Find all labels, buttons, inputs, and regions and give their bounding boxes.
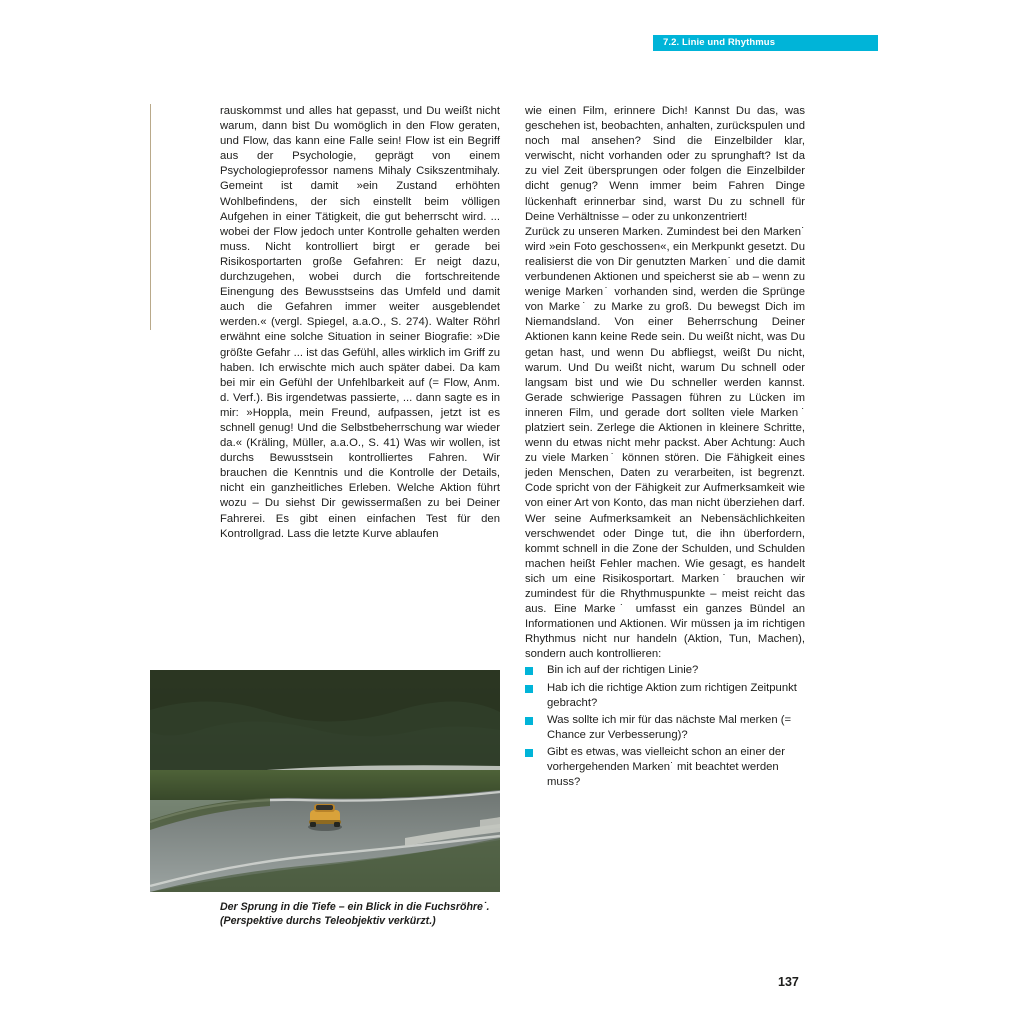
bullet-square-icon bbox=[525, 749, 533, 757]
checklist bbox=[525, 663, 805, 790]
photo-graphic bbox=[150, 670, 500, 892]
list-item-label: Was sollte ich mir für das nächste Mal merken (= Chance zur Verbesserung)? bbox=[547, 713, 792, 741]
bullet-square-icon bbox=[525, 667, 533, 675]
figure-block bbox=[150, 670, 500, 928]
left-paragraph-1: rauskommst und alles hat gepasst, und Du weißt nicht warum, dann bist Du womöglich in den Flow geraten, und Flow, das kann eine Falle sein! Flow ist ein Begriff aus der Psychologie, geprägt von einem Psychologieprofessor namens Mihaly Csikszentmihaly. Gemeint ist damit »ein Zustand erhöhten Wohlbefindens, der sich einstellt beim völligen Aufgehen in einer Tätigkeit, die gut beherrscht wird. ... wobei der Flow jedoch unter Kontrolle gehalten werden muss. Nicht kontrolliert birgt er gerade bei Risikosportarten große Gefahren: Er neigt dazu, durchzugehen, wobei durch die fortschreitende Einengung des Bewusstseins das Umfeld und damit auch die Gefahren immer weiter ausgeblendet werden.« (vergl. Spiegel, a.a.O., S. 274). Walter Röhrl erwähnt eine solche Situation in seiner Biografie: »Die größte Gefahr ... ist das Gefühl, alles wirklich im Griff zu haben. Ich erwischte mich auch später dabei. Da kam bei mir ein Gefühl der Unfehlbarkeit auf (= Flow, Anm. d. Verf.). Bis irgendetwas passierte, ... dann sagte es in mir: »Hoppla, mein Freund, aufpassen, jetzt ist es schnell genug! Und die Selbstbeherrschung war wieder da.« (Kräling, Müller, a.a.O., S. 41) Was wir wollen, ist durchs Bewusstsein kontrolliertes Fahren. Wir brauchen die Kenntnis und die Kontrolle der Details, nicht ein ganzheitliches Erleben. Welche Aktion führt wozu – Du siehst Dir gewissermaßen zu bei Deiner Fahrerei. Es gibt einen einfachen Test für den Kontrollgrad. Lass die letzte Kurve ablaufen bbox=[220, 105, 500, 540]
running-header-bar bbox=[653, 35, 878, 51]
list-item bbox=[525, 745, 805, 790]
page-number: 137 bbox=[778, 975, 799, 989]
list-item bbox=[525, 663, 805, 678]
list-item bbox=[525, 681, 805, 711]
list-item-label: Bin ich auf der richtigen Linie? bbox=[547, 664, 699, 677]
list-item bbox=[525, 713, 805, 743]
running-header-title: 7.2. Linie und Rhythmus bbox=[663, 37, 776, 48]
left-text-column bbox=[220, 104, 500, 542]
right-paragraph-1: wie einen Film, erinnere Dich! Kannst Du das, was geschehen ist, beobachten, anhalten, zurückspulen und noch mal ansehen? Sind die Einzelbilder klar, verwischt, nicht vorhanden oder zu sprunghaft? Ist da zu viel Zeit übersprungen oder folgen die Einzelbilder dicht genug? Wenn immer beim Fahren Dinge lückenhaft erinnerbar sind, warst Du zu schnell für Deine Verhältnisse – oder zu unkonzentriert! bbox=[525, 105, 805, 223]
list-item-label: Gibt es etwas, was vielleicht schon an einer der vorhergehenden Marken˙ mit beachtet werden muss? bbox=[547, 745, 785, 789]
bullet-square-icon bbox=[525, 685, 533, 693]
racetrack-photo bbox=[150, 670, 500, 892]
figure-caption: Der Sprung in die Tiefe – ein Blick in die Fuchsröhre˙. (Perspektive durchs Teleobjektiv verkürzt.) bbox=[220, 901, 490, 927]
margin-rule bbox=[150, 104, 151, 330]
list-item-label: Hab ich die richtige Aktion zum richtigen Zeitpunkt gebracht? bbox=[547, 681, 797, 709]
right-paragraph-2: Zurück zu unseren Marken. Zumindest bei den Marken˙ wird »ein Foto geschossen«, ein Merkpunkt gesetzt. Du realisierst die von Dir genutzten Marken˙ und die damit verbundenen Aktionen und speicherst sie ab – wenn zu wenige Marken˙ vorhanden sind, werden die Sprünge von Marke˙ zu Marke zu groß. Du bewegst Dich im Niemandsland. Von einer Beherrschung Deiner Aktionen kann keine Rede sein. Du weißt nicht, was Du getan hast, und wenn Du abfliegst, weißt Du nicht, warum. Und Du weißt nicht, warum Du schnell oder langsam bist und wie Du schneller werden kannst. Gerade schwierige Passagen führen zu Lücken im inneren Film, und gerade dort sollten viele Marken˙ platziert sein. Zerlege die Aktionen in kleinere Schritte, wenn du etwas nicht mehr packst. Aber Achtung: Auch zu viele Marken˙ können stören. Die Fähigkeit eines jeden Menschen, Daten zu verarbeiten, ist begrenzt. Code spricht von der Fähigkeit zur Aufmerksamkeit wie von einer Art von Konto, das man nicht überziehen darf. Wer seine Aufmerksamkeit an Nebensächlichkeiten verschwendet oder Dinge tut, die ihn überfordern, kommt schnell in die Zone der Schulden, und Schulden machen heißt Fehler machen. Wie gesagt, es handelt sich um eine Risikosportart. Marken˙ brauchen wir zumindest für die Rhythmuspunkte – meist reicht das aus. Eine Marke˙ umfasst ein ganzes Bündel an Informationen und Aktionen. Wir müssen ja im richtigen Rhythmus nicht nur handeln (Aktion, Tun, Machen), sondern auch kontrollieren: bbox=[525, 225, 805, 661]
bullet-square-icon bbox=[525, 717, 533, 725]
right-text-column bbox=[525, 104, 805, 792]
